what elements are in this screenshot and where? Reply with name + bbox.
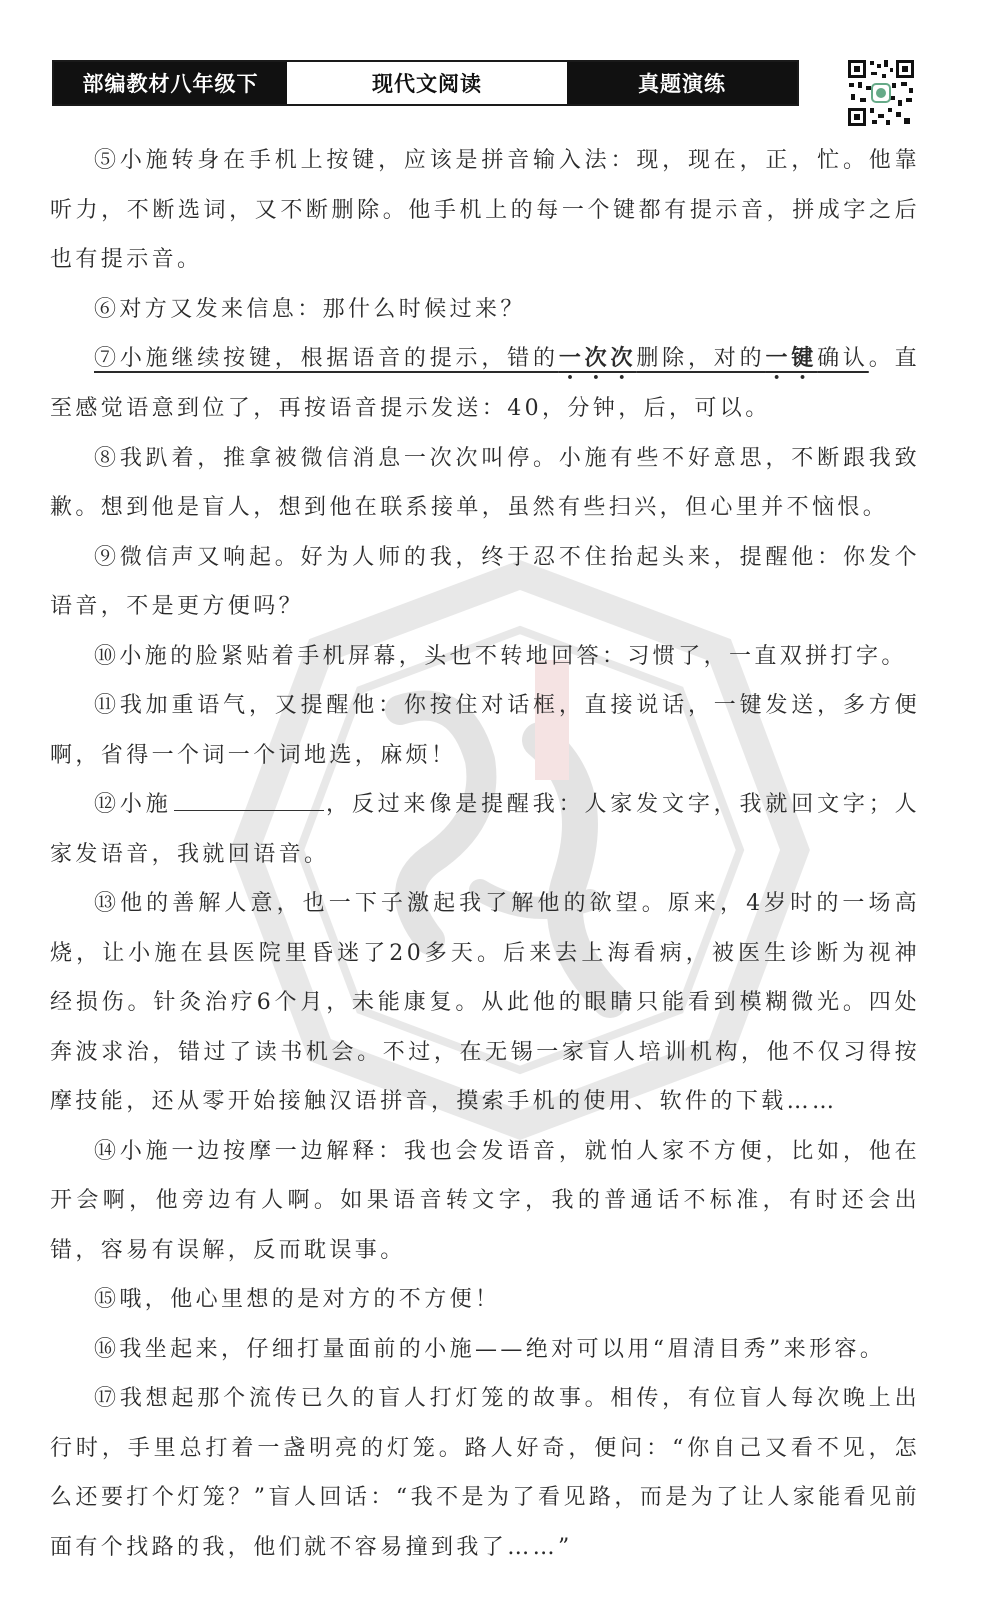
paragraph-16: ⑯我坐起来，仔细打量面前的小施——绝对可以用“眉清目秀”来形容。 — [94, 1336, 886, 1362]
paragraph-11: ⑪我加重语气，又提醒他：你按住对话框，直接说话，一键发送，多方便啊，省得一个词一个词地选，麻烦！ — [50, 693, 920, 768]
underlined-sentence — [94, 346, 869, 371]
p7-text-rest: 。直至感觉语意到位了，再按语音提示发送：40，分钟，后，可以。 — [50, 346, 920, 421]
header-section: 现代文阅读 — [287, 62, 567, 104]
paragraph-8: ⑧我趴着，推拿被微信消息一次次叫停。小施有些不好意思，不断跟我致歉。想到他是盲人，想到他在联系接单，虽然有些扫兴，但心里并不恼恨。 — [50, 445, 920, 520]
paragraph-10: ⑩小施的脸紧贴着手机屏幕，头也不转地回答：习惯了，一直双拼打字。 — [94, 643, 907, 669]
p7-text-3: 确认 — [817, 346, 869, 371]
p12-before: ⑫小施 — [94, 792, 172, 817]
fill-in-blank[interactable] — [174, 788, 324, 811]
paragraph-6: ⑥对方又发来信息：那什么时候过来？ — [94, 296, 526, 322]
emphasis-yijian: 一键 — [765, 345, 818, 371]
paragraph-12 — [50, 780, 920, 879]
p12-after: ，反过来像是提醒我：人家发文字，我就回文字；人家发语音，我就回语音。 — [50, 792, 921, 867]
header-textbook: 部编教材八年级下 — [54, 62, 287, 104]
paragraph-15: ⑮哦，他心里想的是对方的不方便！ — [94, 1287, 501, 1312]
header-bar — [52, 60, 799, 106]
paragraph-17: ⑰我想起那个流传已久的盲人打灯笼的故事。相传，有位盲人每次晚上出行时，手里总打着一盏明亮的灯笼。路人好奇，便问：“你自己又看不见，怎么还要打个灯笼？”盲人回话：“我不是为了看见路，而是为了让人家能看见前面有个找路的我，他们就不容易撞到我了……” — [50, 1386, 920, 1560]
paragraph-13: ⑬他的善解人意，也一下子激起我了解他的欲望。原来，4岁时的一场高烧，让小施在县医院里昏迷了20多天。后来去上海看病，被医生诊断为视神经损伤。针灸治疗6个月，未能康复。从此他的眼睛只能看到模糊微光。四处奔波求治，错过了读书机会。不过，在无锡一家盲人培训机构，他不仅习得按摩技能，还从零开始接触汉语拼音，摸索手机的使用、软件的下载…… — [50, 891, 920, 1114]
emphasis-yicici: 一次次 — [558, 345, 637, 371]
paragraph-9: ⑨微信声又响起。好为人师的我，终于忍不住抬起头来，提醒他：你发个语音，不是更方便吗？ — [50, 544, 920, 619]
qr-code-icon[interactable] — [846, 58, 916, 128]
article-body — [50, 136, 920, 1572]
paragraph-14: ⑭小施一边按摩一边解释：我也会发语音，就怕人家不方便，比如，他在开会啊，他旁边有人啊。如果语音转文字，我的普通话不标准，有时还会出错，容易有误解，反而耽误事。 — [50, 1138, 920, 1263]
paragraph-5: ⑤小施转身在手机上按键，应该是拼音输入法：现，现在，正，忙。他靠听力，不断选词，又不断删除。他手机上的每一个键都有提示音，拼成字之后也有提示音。 — [50, 148, 920, 272]
paragraph-7 — [50, 334, 920, 434]
p7-text-2: 删除，对的 — [636, 346, 766, 371]
p7-text-1: ⑦小施继续按键，根据语音的提示，错的 — [94, 346, 559, 371]
header-practice: 真题演练 — [567, 62, 797, 104]
